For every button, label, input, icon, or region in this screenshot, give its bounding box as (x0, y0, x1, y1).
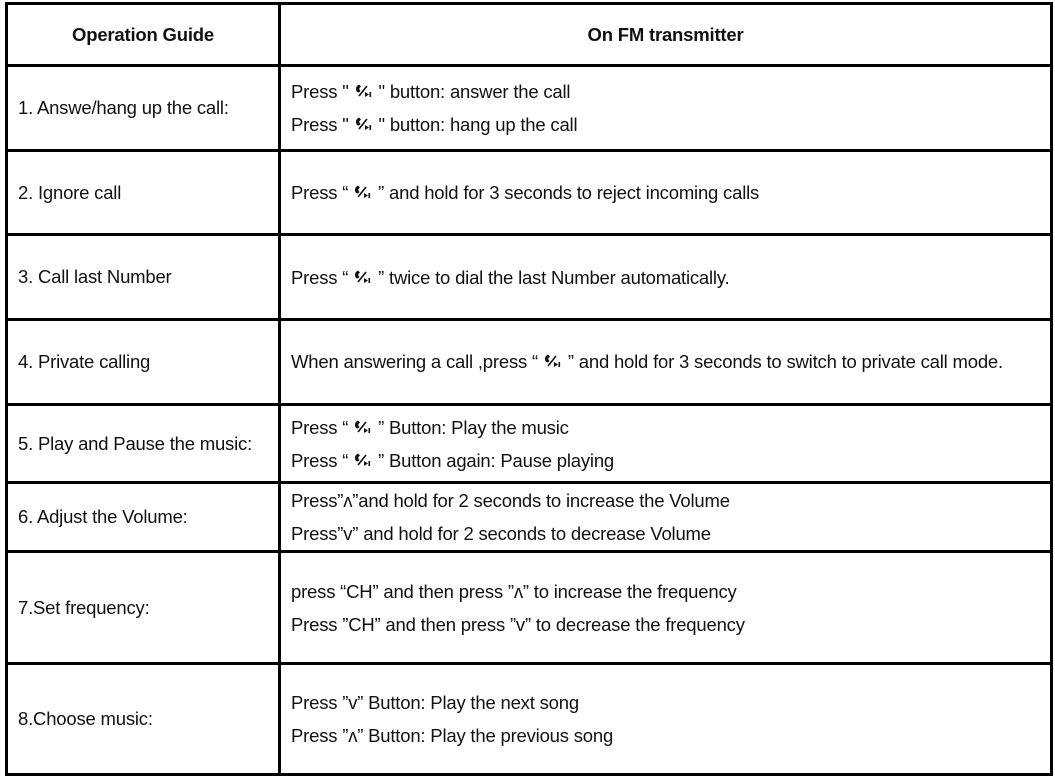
instruction-text: Press ”ʌ” Button: Play the previous song (291, 725, 614, 746)
instruction-cell (280, 483, 1052, 552)
instruction-cell (280, 235, 1052, 320)
instruction-text: Press " (291, 114, 349, 135)
instruction-line (291, 345, 1040, 379)
instruction-text: " button: hang up the call (378, 114, 578, 135)
instruction-text: Press “ (291, 449, 349, 471)
instruction-cell (280, 552, 1052, 664)
table-row (7, 151, 1052, 235)
operation-cell: 8.Choose music: (7, 664, 280, 775)
instruction-text: ” and hold for 3 seconds to switch to private call mode. (567, 351, 1003, 372)
instruction-line (291, 261, 1040, 294)
instruction-line (291, 517, 1040, 550)
table-row (7, 664, 1052, 775)
instruction-text: Press " (291, 81, 349, 102)
instruction-cell (280, 405, 1052, 483)
instruction-line (291, 444, 1040, 477)
instruction-cell (280, 66, 1052, 151)
operation-cell: 7.Set frequency: (7, 552, 280, 664)
instruction-line (291, 575, 1040, 608)
instruction-text: Press “ (291, 416, 349, 438)
header-row (7, 4, 1052, 66)
operation-cell: 3. Call last Number (7, 235, 280, 320)
instruction-text: Press “ (291, 266, 349, 288)
operation-cell: 6. Adjust the Volume: (7, 483, 280, 552)
operation-cell: 5. Play and Pause the music: (7, 405, 280, 483)
instruction-line (291, 108, 1040, 141)
instruction-line (291, 176, 1040, 209)
instruction-text: Press ”v” Button: Play the next song (291, 692, 579, 713)
header-on-fm-transmitter: On FM transmitter (280, 4, 1052, 66)
phone-play-pause-icon (353, 452, 373, 468)
table-row (7, 235, 1052, 320)
instruction-text: Press ”CH” and then press ”v” to decrease the frequency (291, 613, 745, 635)
instruction-text: ” Button: Play the music (378, 416, 569, 438)
table-row (7, 552, 1052, 664)
instruction-text: When answering a call ,press “ (291, 351, 538, 372)
instruction-line (291, 411, 1040, 444)
instruction-line (291, 484, 1040, 517)
instruction-line (291, 75, 1040, 108)
operation-cell: 1. Answe/hang up the call: (7, 66, 280, 151)
table-row (7, 483, 1052, 552)
instruction-text: ” Button again: Pause playing (378, 449, 615, 471)
operation-cell: 4. Private calling (7, 320, 280, 405)
instruction-line (291, 608, 1040, 641)
instruction-text: Press”ʌ”and hold for 2 seconds to increase the Volume (291, 490, 730, 511)
instruction-text: ” twice to dial the last Number automatically. (378, 266, 730, 288)
instruction-text: Press”v” and hold for 2 seconds to decrease Volume (291, 523, 711, 544)
phone-play-pause-icon (543, 353, 563, 369)
phone-play-pause-icon (354, 83, 374, 99)
instruction-line (291, 686, 1040, 719)
operation-guide-table (5, 2, 1053, 776)
instruction-text: ” and hold for 3 seconds to reject incoming calls (378, 182, 760, 203)
table-row (7, 320, 1052, 405)
instruction-cell (280, 664, 1052, 775)
phone-play-pause-icon (353, 269, 373, 285)
instruction-text: Press “ (291, 182, 349, 203)
table-row (7, 405, 1052, 483)
instruction-text: press “CH” and then press ”ʌ” to increase the frequency (291, 580, 737, 602)
phone-play-pause-icon (354, 116, 374, 132)
phone-play-pause-icon (353, 184, 373, 200)
table-row (7, 66, 1052, 151)
phone-play-pause-icon (353, 419, 373, 435)
instruction-cell (280, 151, 1052, 235)
instruction-line (291, 719, 1040, 752)
operation-cell: 2. Ignore call (7, 151, 280, 235)
instruction-text: " button: answer the call (378, 81, 571, 102)
header-operation-guide: Operation Guide (7, 4, 280, 66)
instruction-cell (280, 320, 1052, 405)
